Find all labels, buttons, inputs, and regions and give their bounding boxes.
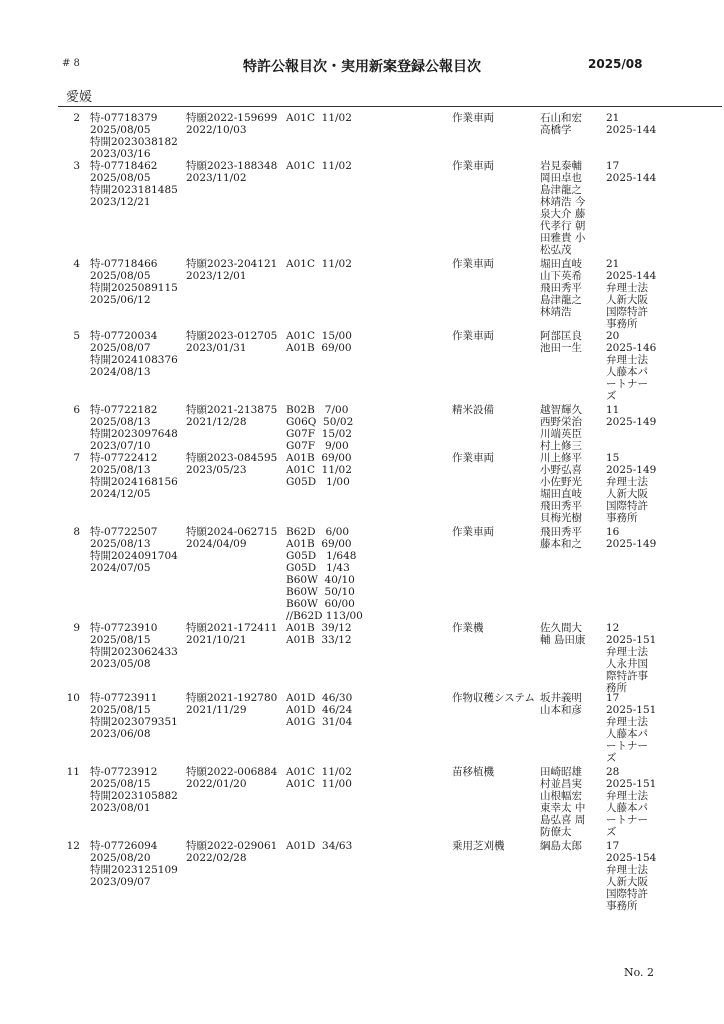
- gazette-info-line: 2025-144: [606, 172, 657, 184]
- application-info-line: 2024/04/09: [186, 538, 247, 550]
- publication-info-line: 2025/08/07: [90, 342, 151, 354]
- publication-info-line: 2025/08/15: [90, 634, 151, 646]
- inventor-names-line: 島津龍之: [540, 184, 582, 196]
- ipc-classification: [286, 258, 352, 270]
- gazette-info-line: 2025-151: [606, 704, 657, 716]
- inventor-names-line: 林靖浩 今: [540, 196, 586, 208]
- gazette-info-line: ートナー: [606, 740, 648, 752]
- publication-info-line: 2023/09/07: [90, 876, 151, 888]
- ipc-classification: [286, 526, 363, 622]
- publication-info-line: 2023/08/01: [90, 802, 151, 814]
- application-info: [186, 112, 277, 136]
- inventor-names-line: 輔 島田康: [540, 634, 586, 646]
- entry-number: 2: [73, 112, 80, 124]
- publication-info-line: 特-07718466: [90, 258, 158, 270]
- ipc-classification-line: A01C 11/02: [286, 112, 352, 124]
- application-info: [186, 258, 277, 282]
- gazette-info-line: ートナー: [606, 814, 648, 826]
- gazette-info-line: 弁理士法: [606, 646, 648, 658]
- inventor-names-line: 川上修平: [540, 452, 582, 464]
- ipc-classification-line: G05D 1/00: [286, 476, 350, 488]
- inventor-names-line: 飛田秀平: [540, 500, 582, 512]
- inventor-names-line: 西野栄治: [540, 416, 582, 428]
- publication-info-line: 2023/06/08: [90, 728, 151, 740]
- ipc-classification-line: A01D 46/24: [286, 704, 353, 716]
- gazette-info-line: 事務所: [606, 318, 638, 330]
- inventor-names: [540, 258, 602, 318]
- gazette-info-line: 人新大阪: [606, 294, 648, 306]
- gazette-info-line: 人藤本パ: [606, 802, 648, 814]
- gazette-info-line: 21: [606, 258, 620, 270]
- gazette-info: [606, 692, 656, 764]
- gazette-info-line: 弁理士法: [606, 864, 648, 876]
- inventor-names-line: 綱島太郎: [540, 840, 582, 852]
- invention-title: 精米設備: [452, 404, 494, 416]
- inventor-names-line: 林靖浩: [540, 306, 572, 318]
- inventor-names-line: 高橋学: [540, 124, 572, 136]
- ipc-classification: [286, 330, 352, 354]
- publication-info-line: 2025/08/15: [90, 704, 151, 716]
- ipc-classification: [286, 160, 352, 172]
- application-info-line: 2023/11/02: [186, 172, 247, 184]
- inventor-names-line: 飛田秀平: [540, 526, 582, 538]
- inventor-names-line: 越智輝久: [540, 404, 582, 416]
- gazette-info-line: 人新大阪: [606, 488, 648, 500]
- header-date: 2025/08: [588, 57, 643, 71]
- inventor-names-line: 泉大介 藤: [540, 208, 586, 220]
- inventor-names-line: 貝梅光樹: [540, 512, 582, 524]
- invention-title: 作業車両: [452, 330, 494, 342]
- inventor-names-line: 村上修三: [540, 440, 582, 452]
- publication-info-line: 2024/07/05: [90, 562, 151, 574]
- gazette-info-line: 人藤本パ: [606, 366, 648, 378]
- inventor-names-line: 佐久間大: [540, 622, 582, 634]
- publication-info-line: 特-07723910: [90, 622, 158, 634]
- ipc-classification-line: G06Q 50/02: [286, 416, 354, 428]
- inventor-names-line: 島津龍之: [540, 294, 582, 306]
- application-info-line: 特願2022-006884: [186, 766, 278, 778]
- inventor-names-line: 山下英希: [540, 270, 582, 282]
- gazette-info: [606, 526, 656, 550]
- gazette-info-line: 務所: [606, 682, 627, 694]
- publication-info-line: 特開2024091704: [90, 550, 178, 562]
- gazette-info-line: 際特許事: [606, 670, 648, 682]
- ipc-classification-line: B62D 6/00: [286, 526, 350, 538]
- inventor-names-line: 山本和彦: [540, 704, 582, 716]
- application-info: [186, 526, 277, 550]
- ipc-classification-line: A01B 69/00: [286, 452, 352, 464]
- publication-info: [90, 622, 178, 670]
- application-info-line: 2023/01/31: [186, 342, 247, 354]
- gazette-info-line: 16: [606, 526, 620, 538]
- inventor-names-line: 島弘喜 周: [540, 814, 586, 826]
- entry-number: 12: [66, 840, 80, 852]
- gazette-info-line: ートナー: [606, 378, 648, 390]
- gazette-info-line: 国際特許: [606, 306, 648, 318]
- application-info-line: 2021/11/29: [186, 704, 247, 716]
- entry-number: 9: [73, 622, 80, 634]
- inventor-names-line: 藤本和之: [540, 538, 582, 550]
- application-info-line: 特願2021-192780: [186, 692, 278, 704]
- inventor-names: [540, 622, 602, 646]
- publication-info: [90, 330, 178, 378]
- application-info: [186, 840, 277, 864]
- ipc-classification-line: B60W 50/10: [286, 586, 355, 598]
- gazette-info-line: 弁理士法: [606, 282, 648, 294]
- application-info-line: 特願2023-012705: [186, 330, 278, 342]
- gazette-info-line: 11: [606, 404, 620, 416]
- publication-info-line: 2024/12/05: [90, 488, 151, 500]
- publication-info-line: 2025/08/20: [90, 852, 151, 864]
- gazette-info-line: ズ: [606, 752, 617, 764]
- publication-info-line: 特-07722182: [90, 404, 158, 416]
- gazette-info-line: 2025-149: [606, 464, 657, 476]
- ipc-classification: [286, 766, 352, 790]
- ipc-classification-line: A01C 11/02: [286, 766, 352, 778]
- gazette-info-line: 人永井国: [606, 658, 648, 670]
- inventor-names-line: 小佐野光: [540, 476, 582, 488]
- publication-info-line: 特-07722412: [90, 452, 158, 464]
- inventor-names: [540, 452, 602, 524]
- gazette-info-line: 国際特許: [606, 888, 648, 900]
- inventor-names-line: 小野弘喜: [540, 464, 582, 476]
- ipc-classification-line: A01D 34/63: [286, 840, 353, 852]
- publication-info: [90, 526, 178, 574]
- invention-title: 作業車両: [452, 160, 494, 172]
- entry-number: 11: [66, 766, 80, 778]
- gazette-info: [606, 258, 656, 330]
- inventor-names-line: 坂井義明: [540, 692, 582, 704]
- invention-title: 苗移植機: [452, 766, 494, 778]
- application-info-line: 特願2023-084595: [186, 452, 278, 464]
- publication-info-line: 特-07722507: [90, 526, 158, 538]
- inventor-names-line: 松弘茂: [540, 244, 572, 256]
- inventor-names: [540, 840, 602, 852]
- inventor-names: [540, 404, 602, 452]
- application-info-line: 2022/02/28: [186, 852, 247, 864]
- inventor-names-line: 阿部匡良: [540, 330, 582, 342]
- page-header: [0, 56, 724, 76]
- publication-info-line: 特開2023038182: [90, 136, 178, 148]
- prefecture-heading: 愛媛: [66, 90, 93, 105]
- entry-number: 3: [73, 160, 80, 172]
- inventor-names-line: 川端英臣: [540, 428, 582, 440]
- gazette-info-line: 15: [606, 452, 620, 464]
- publication-info: [90, 258, 178, 306]
- ipc-classification-line: G05D 1/43: [286, 562, 350, 574]
- invention-title: 作業車両: [452, 112, 494, 124]
- application-info: [186, 766, 277, 790]
- publication-info: [90, 112, 178, 160]
- gazette-info-line: 事務所: [606, 512, 638, 524]
- gazette-info-line: 12: [606, 622, 620, 634]
- application-info-line: 特願2024-062715: [186, 526, 278, 538]
- publication-info-line: 2023/03/16: [90, 148, 151, 160]
- ipc-classification-line: A01C 15/00: [286, 330, 352, 342]
- inventor-names-line: 池田一生: [540, 342, 582, 354]
- application-info: [186, 452, 277, 476]
- inventor-names: [540, 526, 602, 550]
- publication-info-line: 特-07726094: [90, 840, 158, 852]
- gazette-info-line: 2025-144: [606, 270, 657, 282]
- ipc-classification-line: B60W 60/00: [286, 598, 355, 610]
- gazette-info-line: 20: [606, 330, 620, 342]
- application-info: [186, 692, 277, 716]
- gazette-info: [606, 840, 656, 912]
- entry-number: 8: [73, 526, 80, 538]
- inventor-names-line: 堀田直岐: [540, 258, 582, 270]
- invention-title: 作業車両: [452, 452, 494, 464]
- publication-info-line: 2023/05/08: [90, 658, 151, 670]
- publication-info-line: 2023/07/10: [90, 440, 151, 452]
- application-info: [186, 160, 277, 184]
- gazette-info-line: 弁理士法: [606, 354, 648, 366]
- ipc-classification: [286, 692, 352, 728]
- publication-info-line: 特-07723912: [90, 766, 158, 778]
- ipc-classification: [286, 452, 352, 488]
- publication-info-line: 特開2023097648: [90, 428, 178, 440]
- inventor-names: [540, 112, 602, 136]
- publication-info-line: 特開2025089115: [90, 282, 178, 294]
- gazette-info: [606, 452, 656, 524]
- ipc-classification-line: A01B 69/00: [286, 538, 352, 550]
- application-info-line: 2022/10/03: [186, 124, 247, 136]
- publication-info-line: 2025/06/12: [90, 294, 151, 306]
- inventor-names-line: 田崎昭雄: [540, 766, 582, 778]
- inventor-names-line: 石山和宏: [540, 112, 582, 124]
- publication-info-line: 2025/08/05: [90, 172, 151, 184]
- gazette-info: [606, 160, 656, 184]
- entry-number: 5: [73, 330, 80, 342]
- ipc-classification-line: A01C 11/02: [286, 160, 352, 172]
- application-info-line: 2023/05/23: [186, 464, 247, 476]
- inventor-names-line: 代孝行 朝: [540, 220, 586, 232]
- gazette-info: [606, 404, 656, 428]
- ipc-classification: [286, 112, 352, 124]
- gazette-info-line: 弁理士法: [606, 476, 648, 488]
- ipc-classification: [286, 404, 353, 452]
- invention-title: 作業車両: [452, 258, 494, 270]
- page-number: No. 2: [624, 966, 655, 979]
- application-info-line: 特願2023-204121: [186, 258, 278, 270]
- publication-info-line: 特開2024108376: [90, 354, 178, 366]
- ipc-classification-line: A01C 11/00: [286, 778, 352, 790]
- application-info-line: 特願2021-172411: [186, 622, 278, 634]
- inventor-names: [540, 330, 602, 354]
- ipc-classification-line: A01B 33/12: [286, 634, 352, 646]
- ipc-classification: [286, 622, 352, 646]
- ipc-classification-line: B60W 40/10: [286, 574, 355, 586]
- publication-info: [90, 404, 178, 452]
- publication-info-line: 特-07720034: [90, 330, 158, 342]
- application-info-line: 2021/12/28: [186, 416, 247, 428]
- application-info: [186, 622, 277, 646]
- application-info-line: 特願2022-159699: [186, 112, 278, 124]
- gazette-info-line: 人藤本パ: [606, 728, 648, 740]
- gazette-info-line: 2025-151: [606, 634, 657, 646]
- gazette-info-line: 弁理士法: [606, 716, 648, 728]
- publication-info-line: 2025/08/13: [90, 416, 151, 428]
- gazette-info: [606, 766, 656, 838]
- gazette-info-line: ズ: [606, 390, 617, 402]
- ipc-classification-line: A01D 46/30: [286, 692, 353, 704]
- invention-title: 乗用芝刈機: [452, 840, 505, 852]
- ipc-classification-line: G07F 15/02: [286, 428, 352, 440]
- gazette-info-line: 弁理士法: [606, 790, 648, 802]
- publication-info-line: 特開2023062433: [90, 646, 178, 658]
- publication-info: [90, 766, 178, 814]
- gazette-info-line: 17: [606, 160, 620, 172]
- inventor-names-line: 東幸太 中: [540, 802, 586, 814]
- gazette-info-line: 2025-144: [606, 124, 657, 136]
- publication-info: [90, 160, 178, 208]
- application-info: [186, 330, 277, 354]
- gazette-info-line: ズ: [606, 826, 617, 838]
- gazette-info-line: 事務所: [606, 900, 638, 912]
- invention-title: 作業車両: [452, 526, 494, 538]
- publication-info: [90, 840, 178, 888]
- gazette-info-line: 17: [606, 692, 620, 704]
- ipc-classification-line: A01B 39/12: [286, 622, 352, 634]
- gazette-info-line: 国際特許: [606, 500, 648, 512]
- gazette-info-line: 28: [606, 766, 620, 778]
- publication-info-line: 2025/08/13: [90, 538, 151, 550]
- publication-info-line: 特開2023105882: [90, 790, 178, 802]
- publication-info: [90, 452, 178, 500]
- publication-info-line: 2025/08/13: [90, 464, 151, 476]
- publication-info-line: 特開2024168156: [90, 476, 178, 488]
- publication-info-line: 2025/08/15: [90, 778, 151, 790]
- invention-title: 作業機: [452, 622, 484, 634]
- application-info-line: 2022/01/20: [186, 778, 247, 790]
- publication-info: [90, 692, 178, 740]
- publication-info-line: 2023/12/21: [90, 196, 151, 208]
- application-info-line: 特願2021-213875: [186, 404, 278, 416]
- invention-title: 作物収穫システム: [452, 692, 535, 704]
- publication-info-line: 特開2023181485: [90, 184, 178, 196]
- document-title: 特許公報目次・実用新案登録公報目次: [243, 59, 481, 75]
- gazette-info-line: 人新大阪: [606, 876, 648, 888]
- inventor-names-line: 岡田卓也: [540, 172, 582, 184]
- publication-info-line: 特開2023125109: [90, 864, 178, 876]
- ipc-classification-line: A01C 11/02: [286, 464, 352, 476]
- gazette-info-line: 17: [606, 840, 620, 852]
- ipc-classification-line: //B62D 113/00: [286, 610, 363, 622]
- entry-number: 10: [66, 692, 80, 704]
- ipc-classification-line: G07F 9/00: [286, 440, 349, 452]
- inventor-names: [540, 692, 602, 716]
- publication-info-line: 2025/08/05: [90, 124, 151, 136]
- ipc-classification-line: G05D 1/648: [286, 550, 357, 562]
- inventor-names-line: 田雅貴 小: [540, 232, 586, 244]
- application-info-line: 2021/10/21: [186, 634, 247, 646]
- inventor-names: [540, 160, 602, 256]
- header-divider: [58, 106, 722, 107]
- inventor-names-line: 飛田秀平: [540, 282, 582, 294]
- gazette-info-line: 2025-154: [606, 852, 657, 864]
- entry-number: 7: [73, 452, 80, 464]
- ipc-classification-line: A01G 31/04: [286, 716, 353, 728]
- gazette-info: [606, 622, 656, 694]
- application-info: [186, 404, 277, 428]
- application-info-line: 特願2023-188348: [186, 160, 278, 172]
- gazette-info-line: 2025-151: [606, 778, 657, 790]
- publication-info-line: 特-07723911: [90, 692, 158, 704]
- publication-info-line: 特-07718379: [90, 112, 158, 124]
- entry-number: 4: [73, 258, 80, 270]
- publication-info-line: 特-07718462: [90, 160, 158, 172]
- inventor-names-line: 堀田直岐: [540, 488, 582, 500]
- inventor-names-line: 村並昌実: [540, 778, 582, 790]
- inventor-names: [540, 766, 602, 838]
- inventor-names-line: 岩見泰輔: [540, 160, 582, 172]
- ipc-classification: [286, 840, 352, 852]
- gazette-info-line: 2025-149: [606, 416, 657, 428]
- publication-info-line: 2025/08/05: [90, 270, 151, 282]
- application-info-line: 2023/12/01: [186, 270, 247, 282]
- application-info-line: 特願2022-029061: [186, 840, 278, 852]
- header-mark: # 8: [62, 58, 80, 69]
- gazette-info-line: 2025-146: [606, 342, 657, 354]
- ipc-classification-line: A01B 69/00: [286, 342, 352, 354]
- inventor-names-line: 山根幅宏: [540, 790, 582, 802]
- ipc-classification-line: B02B 7/00: [286, 404, 349, 416]
- ipc-classification-line: A01C 11/02: [286, 258, 352, 270]
- entry-number: 6: [73, 404, 80, 416]
- gazette-info-line: 21: [606, 112, 620, 124]
- gazette-info-line: 2025-149: [606, 538, 657, 550]
- inventor-names-line: 防僚太: [540, 826, 572, 838]
- publication-info-line: 2024/08/13: [90, 366, 151, 378]
- gazette-info: [606, 330, 656, 402]
- gazette-info: [606, 112, 656, 136]
- publication-info-line: 特開2023079351: [90, 716, 178, 728]
